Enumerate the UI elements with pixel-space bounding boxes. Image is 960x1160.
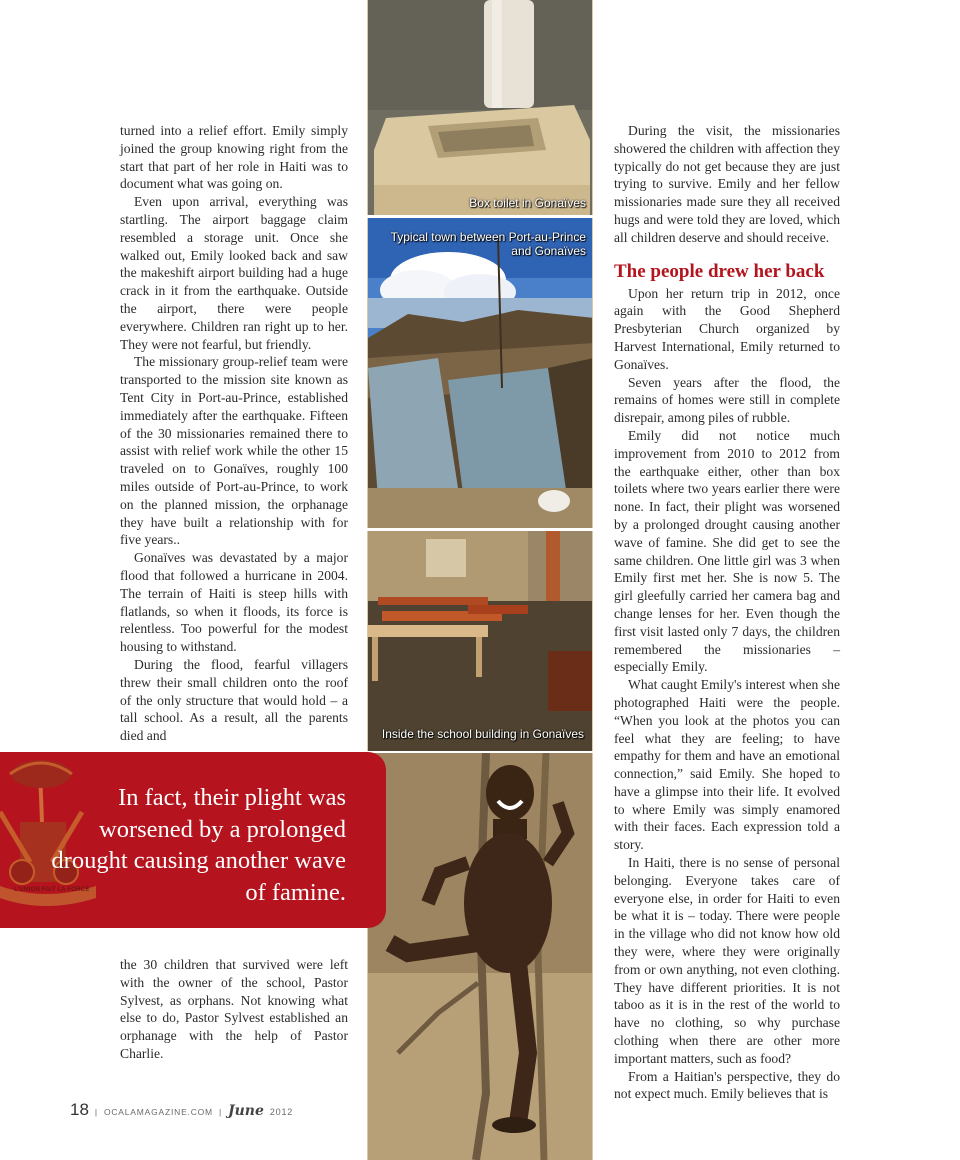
paragraph: Gonaïves was devastated by a major flood that followed a hurricane in 2004. The terrain of Haiti is steep hills with flatlands, so when it floods, its force is relentless. Too powerful for the modest housing to withstand. bbox=[120, 550, 348, 655]
footer-site-link[interactable]: OCALAMAGAZINE.COM bbox=[103, 1107, 213, 1117]
pull-quote-text: In fact, their plight was worsened by a prolonged drought causing another wave of famine. bbox=[51, 784, 346, 906]
paragraph: What caught Emily's interest when she photographed Haiti were the people. “When you look at the photos you can feel what they are feeling; to have empathy for them and have an emotional connection,” said Emily. She hoped to have a glimpse into their life. It evolved to where Emily was simply enamored with their faces. Each expression told a story. bbox=[614, 677, 840, 853]
paragraph: Emily did not notice much improvement from 2010 to 2012 from the earthquake either, other than box toilets where two years earlier there were none. In fact, their plight was worsened by a prolonged drought causing another wave of famine. She did get to see the same children. One little girl was 3 when Emily first met her. She is now 5. The girl gleefully carried her camera bag and change lenses for her. Even though the first visit lasted only 7 days, the children remembered the missionaries – especially Emily. bbox=[614, 427, 840, 675]
page-number: 18 bbox=[70, 1100, 89, 1119]
article-column-left-bottom bbox=[120, 956, 348, 1063]
section-subheading: The people drew her back bbox=[614, 260, 825, 282]
footer-separator: | bbox=[218, 1107, 222, 1117]
paragraph: In Haiti, there is no sense of personal belonging. Everyone takes care of everyone else, in order for Haiti to even be what it is – today. There were people in the village who did not know how old they were, where they were originally from or own anything, not even clothing. They have different priorities. It is not taboo as it is in the rest of the world to have no clothing, so why purchase clothing when there are other more important matters, such as food? bbox=[614, 855, 840, 1066]
photo-caption: Typical town between Port-au-Prince and Gonaïves bbox=[390, 230, 586, 258]
article-column-left-top bbox=[120, 122, 348, 745]
footer-year: 2012 bbox=[269, 1107, 294, 1117]
photo-smiling-boy bbox=[367, 753, 593, 1160]
page-footer bbox=[70, 1100, 293, 1120]
paragraph: The missionary group-relief team were transported to the mission site known as Tent City in Port-au-Prince, established immediately after the earthquake. Fifteen of the 30 missionaries remained there to assist with relief work while the other 15 traveled on to Gonaïves, roughly 100 miles outside of Port-au-Prince, to work on the planned mission, the orphanage they have built a relationship with for five years.. bbox=[120, 354, 348, 548]
paragraph: the 30 children that survived were left with the owner of the school, Pastor Sylvest, as orphans. Not knowing what else to do, Pastor Sylvest established an orphanage with the help of Pastor Charlie. bbox=[120, 957, 348, 1061]
photo-school-interior bbox=[367, 531, 593, 751]
footer-separator: | bbox=[94, 1107, 98, 1117]
school-interior-illustration bbox=[368, 531, 593, 751]
photo-box-toilet bbox=[367, 0, 593, 215]
boy-photo-illustration bbox=[368, 753, 593, 1160]
paragraph: From a Haitian's perspective, they do not expect much. Emily believes that is bbox=[614, 1068, 840, 1102]
box-toilet-illustration bbox=[368, 0, 593, 215]
paragraph: Seven years after the flood, the remains of homes were still in complete disrepair, among piles of rubble. bbox=[614, 374, 840, 426]
paragraph: turned into a relief effort. Emily simply joined the group knowing right from the start that part of her role in Haiti was to document what was going on. bbox=[120, 123, 348, 192]
paragraph: Upon her return trip in 2012, once again with the Good Shepherd Presbyterian Church organized by Harvest International, Emily returned to Gonaïves. bbox=[614, 285, 840, 372]
photo-typical-town bbox=[367, 218, 593, 528]
town-illustration bbox=[368, 218, 593, 528]
pull-quote bbox=[0, 752, 386, 928]
photo-caption: Box toilet in Gonaïves bbox=[469, 196, 586, 210]
emblem-motto: L'UNION FAIT LA FORCE bbox=[14, 887, 90, 893]
article-column-right bbox=[614, 122, 840, 1103]
paragraph: During the visit, the missionaries showered the children with affection they typically do not get because they are just trying to survive. Emily and her fellow missionaries made sure they all received hugs and were told they are loved, which all children deserve and should receive. bbox=[614, 123, 840, 245]
photo-caption: Inside the school building in Gonaïves bbox=[381, 727, 584, 741]
footer-month: June bbox=[227, 1103, 264, 1119]
paragraph: During the flood, fearful villagers threw their small children onto the roof of the only structure that would hold – a tall school. As a result, all the parents died and bbox=[120, 656, 348, 744]
paragraph: Even upon arrival, everything was startling. The airport baggage claim resembled a storage unit. Once she walked out, Emily looked back and saw the makeshift airport building had a huge crack in it from the earthquake. Outside the airport, there were people everywhere. Children ran right up to her. They were not fearful, but friendly. bbox=[120, 194, 348, 352]
